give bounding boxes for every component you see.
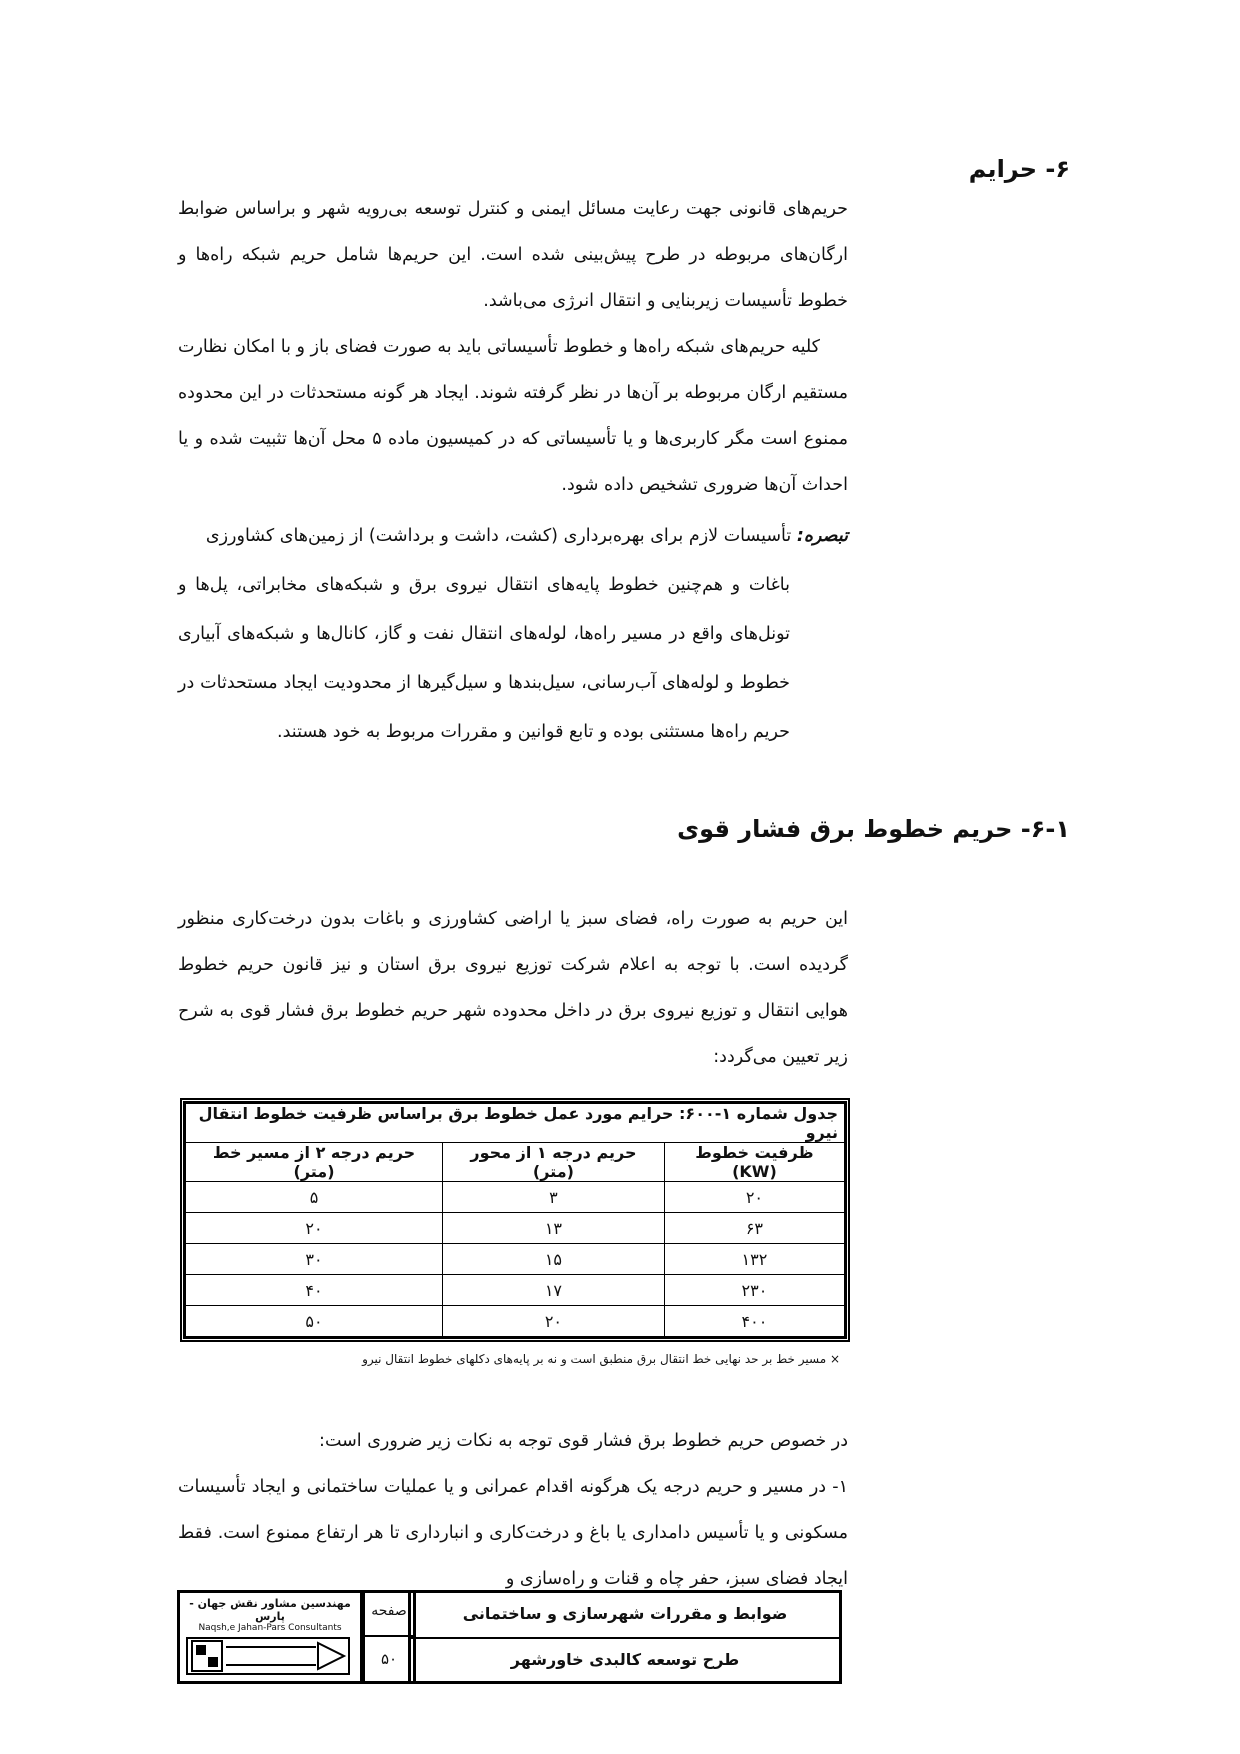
table-header: ظرفیت خطوط (KW) — [664, 1143, 844, 1182]
table-cell: ۱۳ — [443, 1213, 665, 1244]
table-header: حریم درجه ۱ از محور (متر) — [443, 1143, 665, 1182]
table-cell: ۵۰ — [186, 1306, 443, 1337]
paragraph-1: حریم‌های قانونی جهت رعایت مسائل ایمنی و کنترل توسعه بی‌رویه شهر و براساس ضوابط ارگان‌های مربوطه در طرح پیش‌بینی شده است. این حریم‌ها شامل حریم شبکه راه‌ها و خطوط تأسیسات زیربنایی و انتقال انرژی می‌باشد. — [178, 199, 848, 311]
table-caption: جدول شماره ۱-۶۰۰: حرایم مورد عمل خطوط برق براساس ظرفیت خطوط انتقال نیرو — [186, 1104, 845, 1143]
intro-text — [178, 186, 848, 508]
table-row — [186, 1244, 845, 1275]
footer-title-2: طرح توسعه کالبدی خاورشهر — [510, 1650, 740, 1669]
table-cell: ۱۳۲ — [664, 1244, 844, 1275]
paragraph-2: کلیه حریم‌های شبکه راه‌ها و خطوط تأسیساتی باید به صورت فضای باز و با امکان نظارت مستقیم ارگان مربوطه بر آن‌ها در نظر گرفته شوند. ایجاد هر گونه مستحدثات در این محدوده ممنوع است مگر کاربری‌ها و یا تأسیساتی که در کمیسیون ماده ۵ محل آن‌ها تثبیت شده و یا احداث آن‌ها ضروری تشخیص داده شود. — [178, 337, 848, 495]
table-row — [186, 1182, 845, 1213]
table-row — [186, 1275, 845, 1306]
table-row — [186, 1306, 845, 1337]
paragraph-4: در خصوص حریم خطوط برق فشار قوی توجه به نکات زیر ضروری است: — [319, 1431, 848, 1451]
company-name-en: Naqsh,e Jahan-Pars Consultants — [198, 1623, 342, 1633]
page-number-box — [362, 1590, 416, 1684]
section-title: ۶- حرایم — [968, 155, 1070, 183]
note-label: تبصره: — [796, 526, 848, 546]
note-text: تأسیسات لازم برای بهره‌برداری (کشت، داشت و برداشت) از زمین‌های کشاورزی — [205, 526, 792, 546]
table-header: حریم درجه ۲ از مسیر خط (متر) — [186, 1143, 443, 1182]
page-number: ۵۰ — [380, 1650, 398, 1668]
table-cell: ۲۳۰ — [664, 1275, 844, 1306]
table-footnote: × مسیر خط بر حد نهایی خط انتقال برق منطبق است و نه بر پایه‌های دکلهای خطوط انتقال نیرو — [362, 1352, 840, 1366]
table-cell: ۲۰ — [186, 1213, 443, 1244]
table-cell: ۲۰ — [443, 1306, 665, 1337]
page-footer — [177, 1590, 842, 1682]
paragraph-3: این حریم به صورت راه، فضای سبز یا اراضی کشاورزی و باغات بدون درخت‌کاری منظور گردیده است. با توجه به اعلام شرکت توزیع نیروی برق استان و نیز قانون حریم خطوط هوایی انتقال و توزیع نیروی برق در داخل محدوده شهر حریم خطوط برق فشار قوی به شرح زیر تعیین می‌گردد: — [178, 909, 848, 1067]
table-cell: ۳ — [443, 1182, 665, 1213]
footer-title-1: ضوابط و مقررات شهرسازی و ساختمانی — [411, 1593, 839, 1639]
company-name-fa: مهندسین مشاور نقش جهان - پارس — [189, 1597, 351, 1623]
table-row — [186, 1213, 845, 1244]
power-line-table — [180, 1098, 850, 1342]
company-logo-icon — [186, 1637, 350, 1675]
list-item-1: ۱- در مسیر و حریم درجه یک هرگونه اقدام عمرانی و یا عملیات ساختمانی و ایجاد تأسیسات مسکونی و یا تأسیس دامداری یا باغ و درخت‌کاری و انبارداری تا هر ارتفاع ممنوع است. فقط ایجاد فضای سبز، حفر چاه و قنات و راه‌سازی و — [178, 1477, 848, 1589]
table-cell: ۴۰ — [186, 1275, 443, 1306]
table-cell: ۴۰۰ — [664, 1306, 844, 1337]
table-cell: ۳۰ — [186, 1244, 443, 1275]
table-cell: ۵ — [186, 1182, 443, 1213]
table-cell: ۲۰ — [664, 1182, 844, 1213]
page-label: صفحه — [365, 1593, 413, 1637]
table-cell: ۱۷ — [443, 1275, 665, 1306]
company-logo-box — [177, 1590, 363, 1684]
note-block — [178, 512, 848, 757]
subsection-title: ۶-۱- حریم خطوط برق فشار قوی — [677, 815, 1070, 843]
footer-titles — [408, 1590, 842, 1684]
notes-text — [178, 1418, 848, 1602]
table-cell: ۶۳ — [664, 1213, 844, 1244]
table-cell: ۱۵ — [443, 1244, 665, 1275]
note-continuation: باغات و هم‌چنین خطوط پایه‌های انتقال نیروی برق و شبکه‌های مخابراتی، پل‌ها و تونل‌های واقع در مسیر راه‌ها، لوله‌های انتقال نفت و گاز، کانال‌ها و شبکه‌های آبیاری خطوط و لوله‌های آب‌رسانی، سیل‌بندها و سیل‌گیرها از محدودیت ایجاد مستحدثات در حریم راه‌ها مستثنی بوده و تابع قوانین و مقررات مربوط به خود هستند. — [178, 575, 790, 742]
